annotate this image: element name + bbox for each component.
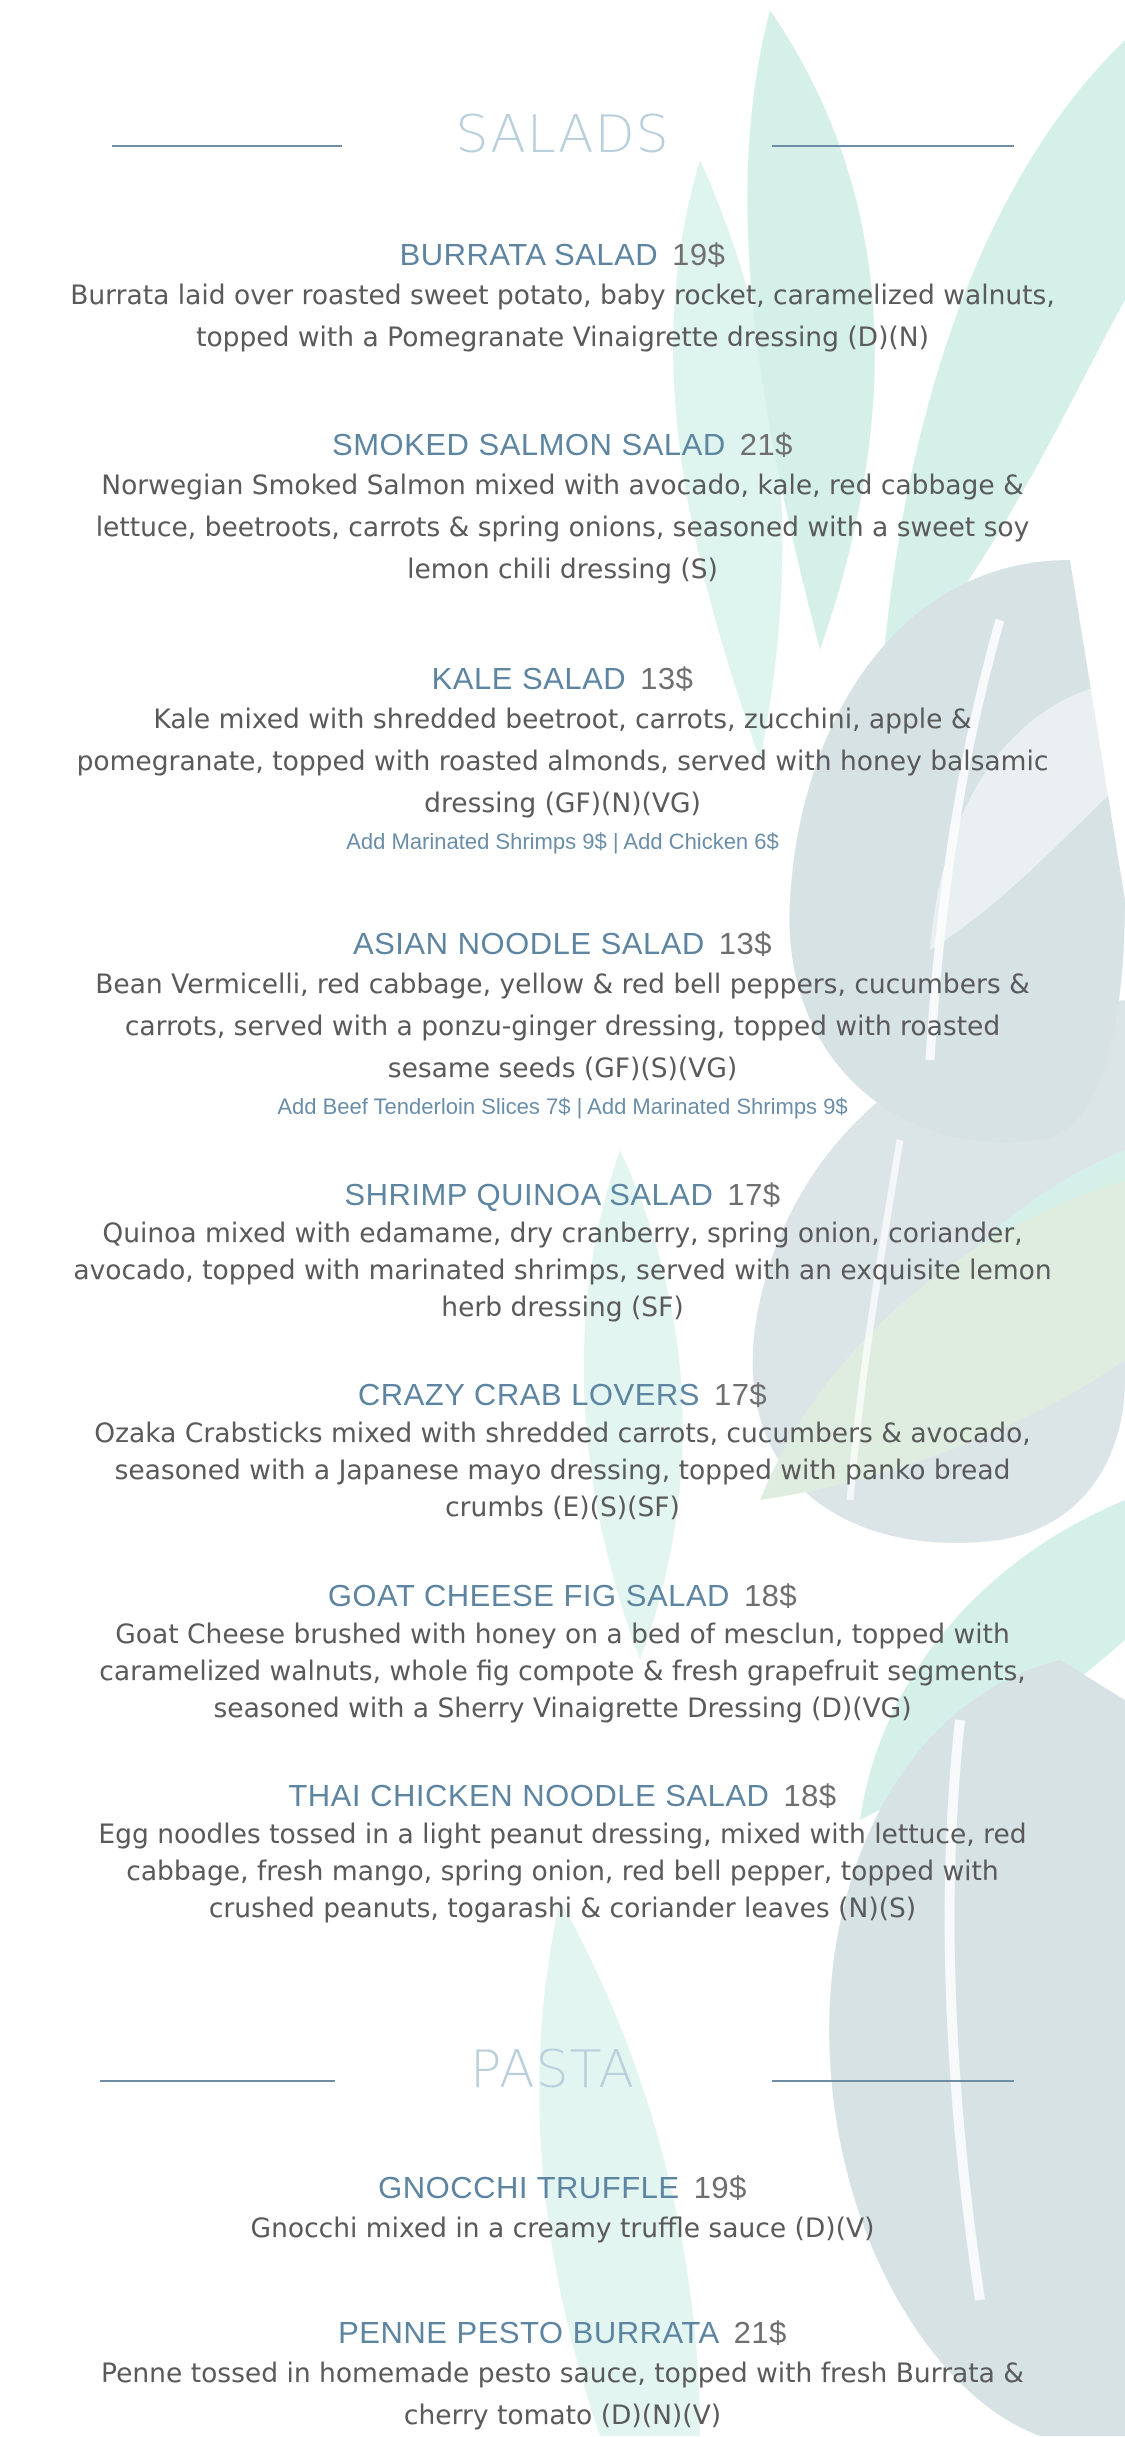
item-title — [70, 659, 1055, 699]
item-name: BURRATA SALAD — [399, 237, 659, 272]
item-price: 18$ — [743, 1578, 798, 1613]
menu-item — [70, 1776, 1055, 1927]
item-title — [70, 235, 1055, 275]
item-name: SMOKED SALMON SALAD — [332, 427, 726, 462]
item-description: Penne tossed in homemade pesto sauce, topped with fresh Burrata & cherry tomato (D)(N)(V) — [101, 2358, 1024, 2431]
item-price: 18$ — [783, 1778, 837, 1813]
item-title — [70, 2168, 1055, 2208]
menu-item — [70, 2168, 1055, 2250]
item-name: GOAT CHEESE FIG SALAD — [327, 1578, 730, 1613]
item-addons: Add Beef Tenderloin Slices 7$ | Add Marinated Shrimps 9$ — [277, 1094, 848, 1119]
item-name: PENNE PESTO BURRATA — [338, 2315, 720, 2350]
item-description: Burrata laid over roasted sweet potato, baby rocket, caramelized walnuts, topped with a Pomegranate Vinaigrette dressing (D)(N) — [70, 280, 1055, 353]
item-name: ASIAN NOODLE SALAD — [352, 926, 705, 961]
item-description: Goat Cheese brushed with honey on a bed of mesclun, topped with caramelized walnuts, whole fig compote & fresh grapefruit segments, seasoned with a Sherry Vinaigrette Dressing (D)(VG) — [99, 1619, 1026, 1724]
section-title: SALADS — [455, 105, 670, 165]
item-name: SHRIMP QUINOA SALAD — [344, 1177, 714, 1212]
item-price: 19$ — [693, 2170, 747, 2205]
menu-item — [70, 924, 1055, 1124]
item-title — [70, 1175, 1055, 1215]
item-name: KALE SALAD — [431, 661, 627, 696]
item-title — [70, 1576, 1055, 1616]
item-name: CRAZY CRAB LOVERS — [357, 1377, 700, 1412]
menu-item — [70, 1576, 1055, 1727]
item-title — [70, 425, 1055, 465]
menu-item — [70, 235, 1055, 359]
item-description: Kale mixed with shredded beetroot, carrots, zucchini, apple & pomegranate, topped with roasted almonds, served with honey balsamic dressing (GF)(N)(VG) — [76, 704, 1049, 819]
item-name: GNOCCHI TRUFFLE — [378, 2170, 680, 2205]
item-description: Quinoa mixed with edamame, dry cranberry, spring onion, coriander, avocado, topped with marinated shrimps, served with an exquisite lemon herb dressing (SF) — [73, 1218, 1052, 1323]
section-title: PASTA — [470, 2040, 635, 2100]
item-price: 13$ — [640, 661, 694, 696]
item-name: THAI CHICKEN NOODLE SALAD — [288, 1778, 770, 1813]
menu-item — [70, 1175, 1055, 1326]
divider-right — [772, 145, 1014, 147]
section-header-salads — [0, 105, 1125, 185]
item-price: 21$ — [733, 2315, 787, 2350]
item-description: Norwegian Smoked Salmon mixed with avocado, kale, red cabbage & lettuce, beetroots, carrots & spring onions, seasoned with a sweet soy lemon chili dressing (S) — [95, 470, 1030, 585]
item-price: 19$ — [672, 237, 726, 272]
item-price: 21$ — [739, 427, 793, 462]
item-title — [70, 1776, 1055, 1816]
item-title — [70, 2313, 1055, 2353]
item-price: 17$ — [713, 1377, 768, 1412]
item-price: 13$ — [718, 926, 773, 961]
menu-item — [70, 1375, 1055, 1526]
item-description: Ozaka Crabsticks mixed with shredded carrots, cucumbers & avocado, seasoned with a Japanese mayo dressing, topped with panko bread crumbs (E)(S)(SF) — [94, 1418, 1031, 1523]
item-description: Bean Vermicelli, red cabbage, yellow & red bell peppers, cucumbers & carrots, served with a ponzu-ginger dressing, topped with roasted sesame seeds (GF)(S)(VG) — [95, 969, 1030, 1084]
item-description: Egg noodles tossed in a light peanut dressing, mixed with lettuce, red cabbage, fresh mango, spring onion, red bell pepper, topped with crushed peanuts, togarashi & coriander leaves (N)(S) — [98, 1819, 1027, 1924]
item-title — [70, 924, 1055, 964]
menu-item — [70, 2313, 1055, 2437]
item-addons: Add Marinated Shrimps 9$ | Add Chicken 6$ — [346, 829, 779, 854]
menu-item — [70, 425, 1055, 591]
item-price: 17$ — [727, 1177, 781, 1212]
divider-right — [772, 2080, 1014, 2082]
menu-item — [70, 659, 1055, 859]
item-title — [70, 1375, 1055, 1415]
section-header-pasta — [0, 2040, 1125, 2120]
item-description: Gnocchi mixed in a creamy truffle sauce (D)(V) — [250, 2213, 875, 2244]
